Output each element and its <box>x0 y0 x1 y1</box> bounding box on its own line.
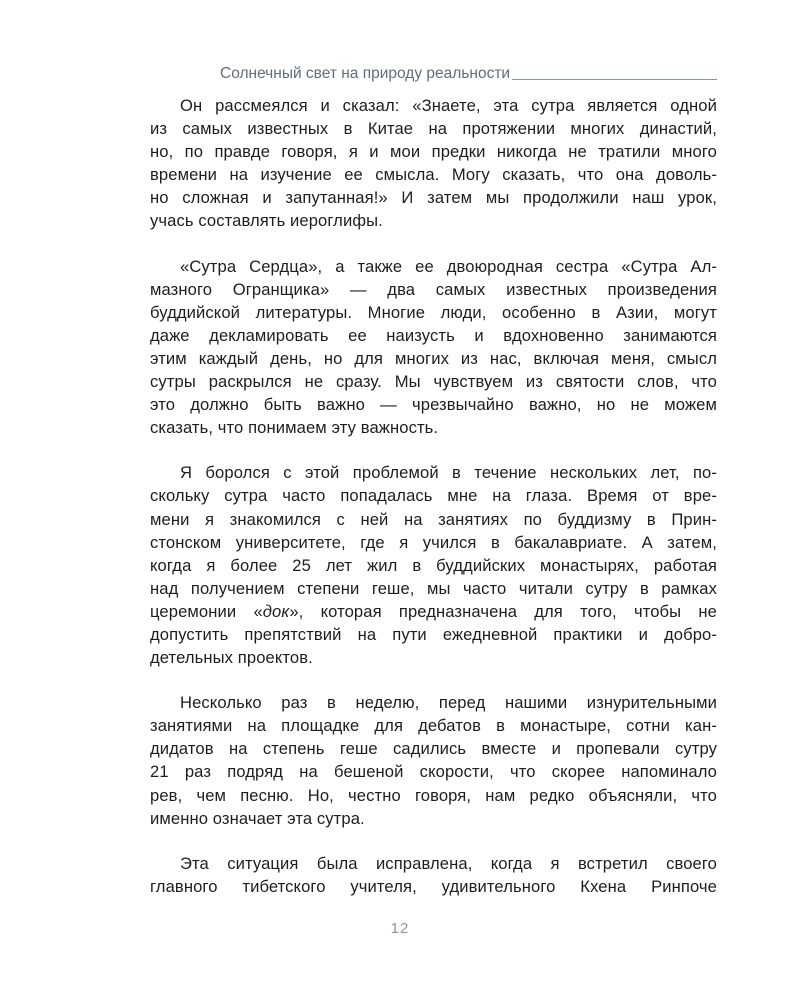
text-line: Несколько раз в неделю, перед нашими изнурительными <box>180 693 717 713</box>
text-line: это должно быть важно — чрезвычайно важно, но не можем <box>150 395 717 415</box>
text-line: из самых известных в Китае на протяжении многих династий, <box>150 119 717 139</box>
text-line: детельных проектов. <box>150 648 313 668</box>
paragraph-1 <box>150 94 717 233</box>
text-line: Он рассмеялся и сказал: «Знаете, эта сутра является одной <box>180 96 717 115</box>
text-line: занятиями на площадке для дебатов в монастыре, сотни кан- <box>150 716 717 736</box>
paragraph-5 <box>150 852 717 898</box>
text-line: этим каждый день, но для многих из нас, включая меня, смысл <box>150 348 717 368</box>
paragraph-4 <box>150 691 717 830</box>
text-line: но, по правде говоря, я и мои предки никогда не тратили много <box>150 142 717 162</box>
paragraph-2 <box>150 255 717 440</box>
text-line: сутры раскрылся не сразу. Мы чувствуем из святости слов, что <box>150 372 717 392</box>
italic-term: док <box>262 601 290 621</box>
text-line: допустить препятствий на пути ежедневной практики и добро- <box>150 624 717 644</box>
text-line: Я боролся с этой проблемой в течение нескольких лет, по- <box>180 463 717 483</box>
text-line: рев, чем песню. Но, честно говоря, нам редко объясняли, что <box>150 785 717 805</box>
text-line: даже декламировать ее наизусть и вдохновенно занимаются <box>150 325 717 345</box>
text-line: стонском университете, где я учился в бакалавриате. А затем, <box>150 532 717 552</box>
running-header-title: Солнечный свет на природу реальности <box>220 64 511 82</box>
text-line: мазного Огранщика» — два самых известных произведения <box>150 279 717 299</box>
text-line: скольку сутра часто попадалась мне на глаза. Время от вре- <box>150 486 717 506</box>
text-line: буддийской литературы. Многие люди, особенно в Азии, могут <box>150 302 717 322</box>
text-line: когда я более 25 лет жил в буддийских монастырях, работая <box>150 555 717 575</box>
text-line: 21 раз подряд на бешеной скорости, что скорее напоминало <box>150 762 717 782</box>
text-line: Эта ситуация была исправлена, когда я встретил своего <box>180 853 717 873</box>
text-line: церемонии «док», которая предназначена для того, чтобы не <box>150 601 717 621</box>
paragraph-3 <box>150 461 717 669</box>
text-line: сказать, что понимаем эту важность. <box>150 418 439 438</box>
text-line: дидатов на степень геше садились вместе и пропевали сутру <box>150 739 717 759</box>
text-line: мени я знакомился с ней на занятиях по буддизму в Прин- <box>150 509 717 529</box>
text-line: «Сутра Сердца», а также ее двоюродная сестра «Сутра Ал- <box>180 256 717 276</box>
text-line: времени на изучение ее смысла. Могу сказать, что она доволь- <box>150 165 717 185</box>
page-number: 12 <box>390 920 410 937</box>
running-header <box>150 62 717 84</box>
text-line: но сложная и запутанная!» И затем мы продолжили наш урок, <box>150 188 717 208</box>
text-line: над получением степени геше, мы часто читали сутру в рамках <box>150 578 717 598</box>
text-line: главного тибетского учителя, удивительного Кхена Ринпоче <box>150 876 717 896</box>
running-header-rule <box>512 79 717 80</box>
text-line: именно означает эта сутра. <box>150 808 365 828</box>
body-text <box>150 94 717 920</box>
text-line: учась составлять иероглифы. <box>150 211 383 231</box>
